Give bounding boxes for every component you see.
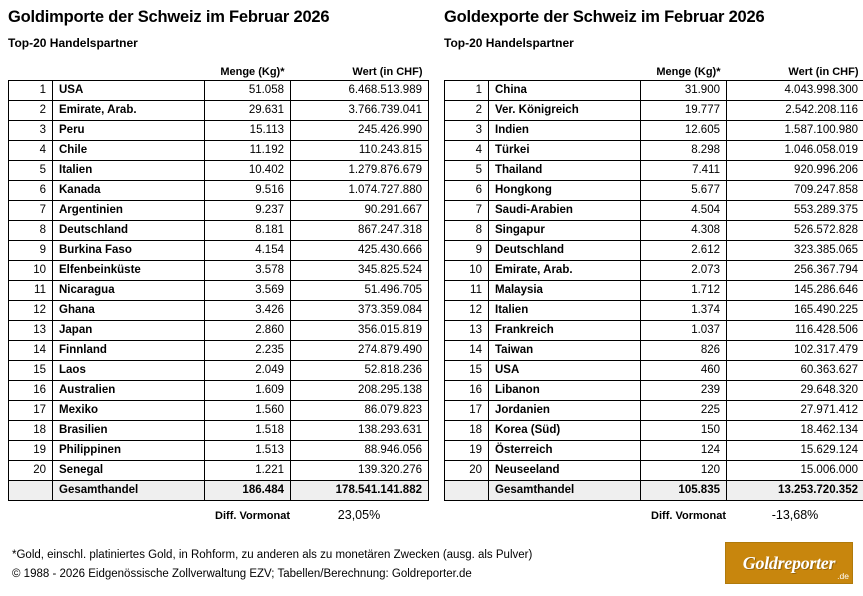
value-cell: 2.542.208.116 <box>727 101 863 121</box>
table-row <box>9 361 429 381</box>
rank-cell: 3 <box>445 121 489 141</box>
rank-cell: 16 <box>445 381 489 401</box>
table-row <box>9 221 429 241</box>
value-cell: 18.462.134 <box>727 421 863 441</box>
exports-table-body <box>445 81 863 501</box>
value-cell: 709.247.858 <box>727 181 863 201</box>
table-row <box>445 321 863 341</box>
rank-cell: 14 <box>445 341 489 361</box>
rank-cell: 17 <box>9 401 53 421</box>
table-row <box>445 141 863 161</box>
table-row <box>445 281 863 301</box>
table-row <box>445 261 863 281</box>
amount-cell: 150 <box>641 421 727 441</box>
rank-cell: 8 <box>445 221 489 241</box>
value-cell: 867.247.318 <box>291 221 429 241</box>
amount-cell: 7.411 <box>641 161 727 181</box>
table-row <box>445 301 863 321</box>
value-cell: 356.015.819 <box>291 321 429 341</box>
country-cell: Mexiko <box>53 401 205 421</box>
rank-cell: 5 <box>9 161 53 181</box>
table-row <box>445 461 863 481</box>
country-cell: Finnland <box>53 341 205 361</box>
rank-cell: 14 <box>9 341 53 361</box>
imports-table-header-row <box>9 60 429 81</box>
amount-cell: 3.569 <box>205 281 291 301</box>
goldreporter-logo <box>725 542 853 584</box>
value-cell: 51.496.705 <box>291 281 429 301</box>
country-cell: Thailand <box>489 161 641 181</box>
imports-title: Goldimporte der Schweiz im Februar 2026 <box>8 8 330 26</box>
rank-cell: 20 <box>9 461 53 481</box>
country-cell: Neuseeland <box>489 461 641 481</box>
amount-cell: 29.631 <box>205 101 291 121</box>
country-cell: Taiwan <box>489 341 641 361</box>
country-cell: Philippinen <box>53 441 205 461</box>
rank-cell: 13 <box>445 321 489 341</box>
total-amount-cell: 105.835 <box>641 481 727 501</box>
country-cell: Malaysia <box>489 281 641 301</box>
rank-cell: 13 <box>9 321 53 341</box>
table-row <box>445 341 863 361</box>
exports-header-amount: Menge (Kg)* <box>656 66 721 78</box>
country-cell: Jordanien <box>489 401 641 421</box>
value-cell: 208.295.138 <box>291 381 429 401</box>
table-row <box>9 441 429 461</box>
amount-cell: 1.513 <box>205 441 291 461</box>
imports-table <box>8 60 429 501</box>
country-cell: Libanon <box>489 381 641 401</box>
amount-cell: 8.298 <box>641 141 727 161</box>
country-cell: Frankreich <box>489 321 641 341</box>
value-cell: 15.006.000 <box>727 461 863 481</box>
amount-cell: 826 <box>641 341 727 361</box>
amount-cell: 12.605 <box>641 121 727 141</box>
country-cell: Italien <box>489 301 641 321</box>
value-cell: 345.825.524 <box>291 261 429 281</box>
value-cell: 1.587.100.980 <box>727 121 863 141</box>
country-cell: Ver. Königreich <box>489 101 641 121</box>
country-cell: Kanada <box>53 181 205 201</box>
rank-cell: 19 <box>445 441 489 461</box>
rank-cell: 10 <box>9 261 53 281</box>
imports-diff-row <box>8 508 428 522</box>
amount-cell: 1.221 <box>205 461 291 481</box>
imports-table-body <box>9 81 429 501</box>
country-cell: Nicaragua <box>53 281 205 301</box>
value-cell: 27.971.412 <box>727 401 863 421</box>
country-cell: Indien <box>489 121 641 141</box>
table-row <box>445 181 863 201</box>
table-row <box>9 421 429 441</box>
rank-cell: 19 <box>9 441 53 461</box>
imports-header-country <box>53 60 205 81</box>
value-cell: 52.818.236 <box>291 361 429 381</box>
table-row <box>445 201 863 221</box>
country-cell: Österreich <box>489 441 641 461</box>
country-cell: Korea (Süd) <box>489 421 641 441</box>
exports-title: Goldexporte der Schweiz im Februar 2026 <box>444 8 765 26</box>
value-cell: 425.430.666 <box>291 241 429 261</box>
table-row <box>9 161 429 181</box>
amount-cell: 4.154 <box>205 241 291 261</box>
exports-panel <box>444 8 863 522</box>
country-cell: USA <box>489 361 641 381</box>
amount-cell: 225 <box>641 401 727 421</box>
value-cell: 245.426.990 <box>291 121 429 141</box>
table-row <box>9 261 429 281</box>
table-row <box>445 81 863 101</box>
table-row <box>445 121 863 141</box>
value-cell: 6.468.513.989 <box>291 81 429 101</box>
value-cell: 60.363.627 <box>727 361 863 381</box>
rank-cell: 11 <box>445 281 489 301</box>
table-row <box>445 241 863 261</box>
country-cell: Hongkong <box>489 181 641 201</box>
amount-cell: 2.235 <box>205 341 291 361</box>
amount-cell: 3.426 <box>205 301 291 321</box>
amount-cell: 120 <box>641 461 727 481</box>
value-cell: 526.572.828 <box>727 221 863 241</box>
rank-cell: 12 <box>445 301 489 321</box>
imports-subtitle: Top-20 Handelspartner <box>8 36 138 50</box>
value-cell: 3.766.739.041 <box>291 101 429 121</box>
table-row <box>445 221 863 241</box>
imports-header-rank <box>9 60 53 81</box>
value-cell: 116.428.506 <box>727 321 863 341</box>
amount-cell: 9.237 <box>205 201 291 221</box>
total-value-cell: 178.541.141.882 <box>291 481 429 501</box>
table-row <box>9 381 429 401</box>
table-row <box>9 241 429 261</box>
country-cell: Deutschland <box>489 241 641 261</box>
value-cell: 86.079.823 <box>291 401 429 421</box>
rank-cell: 6 <box>9 181 53 201</box>
table-row <box>445 361 863 381</box>
rank-cell: 2 <box>445 101 489 121</box>
exports-header-rank <box>445 60 489 81</box>
exports-table-header-row <box>445 60 863 81</box>
amount-cell: 15.113 <box>205 121 291 141</box>
country-cell: Emirate, Arab. <box>489 261 641 281</box>
amount-cell: 460 <box>641 361 727 381</box>
table-row <box>9 141 429 161</box>
country-cell: USA <box>53 81 205 101</box>
country-cell: Senegal <box>53 461 205 481</box>
amount-cell: 19.777 <box>641 101 727 121</box>
value-cell: 145.286.646 <box>727 281 863 301</box>
table-row <box>9 461 429 481</box>
amount-cell: 8.181 <box>205 221 291 241</box>
total-rank-cell <box>445 481 489 501</box>
table-row <box>9 121 429 141</box>
rank-cell: 16 <box>9 381 53 401</box>
value-cell: 373.359.084 <box>291 301 429 321</box>
value-cell: 1.279.876.679 <box>291 161 429 181</box>
table-row <box>9 281 429 301</box>
value-cell: 15.629.124 <box>727 441 863 461</box>
total-rank-cell <box>9 481 53 501</box>
country-cell: Chile <box>53 141 205 161</box>
amount-cell: 124 <box>641 441 727 461</box>
rank-cell: 3 <box>9 121 53 141</box>
imports-header-value: Wert (in CHF) <box>352 66 423 78</box>
table-row <box>9 341 429 361</box>
table-row <box>9 321 429 341</box>
country-cell: Singapur <box>489 221 641 241</box>
rank-cell: 15 <box>9 361 53 381</box>
rank-cell: 11 <box>9 281 53 301</box>
table-row <box>9 401 429 421</box>
table-row <box>9 181 429 201</box>
table-row <box>445 161 863 181</box>
exports-diff-row <box>444 508 863 522</box>
table-row <box>9 101 429 121</box>
amount-cell: 1.609 <box>205 381 291 401</box>
amount-cell: 51.058 <box>205 81 291 101</box>
amount-cell: 31.900 <box>641 81 727 101</box>
rank-cell: 7 <box>9 201 53 221</box>
rank-cell: 6 <box>445 181 489 201</box>
rank-cell: 4 <box>9 141 53 161</box>
value-cell: 323.385.065 <box>727 241 863 261</box>
country-cell: Ghana <box>53 301 205 321</box>
table-row <box>445 441 863 461</box>
logo-suffix: .de <box>837 571 849 581</box>
value-cell: 1.074.727.880 <box>291 181 429 201</box>
value-cell: 920.996.206 <box>727 161 863 181</box>
value-cell: 88.946.056 <box>291 441 429 461</box>
rank-cell: 9 <box>9 241 53 261</box>
table-row <box>445 381 863 401</box>
footer-line-1: *Gold, einschl. platiniertes Gold, in Rohform, zu anderen als zu monetären Zwecken (ausg. als Pulver) <box>12 549 533 561</box>
total-amount-cell: 186.484 <box>205 481 291 501</box>
rank-cell: 10 <box>445 261 489 281</box>
country-cell: Türkei <box>489 141 641 161</box>
exports-header-country <box>489 60 641 81</box>
value-cell: 90.291.667 <box>291 201 429 221</box>
total-label-cell: Gesamthandel <box>489 481 641 501</box>
value-cell: 553.289.375 <box>727 201 863 221</box>
country-cell: Italien <box>53 161 205 181</box>
table-row <box>9 201 429 221</box>
rank-cell: 18 <box>445 421 489 441</box>
exports-diff-value: -13,68% <box>771 508 819 522</box>
amount-cell: 1.037 <box>641 321 727 341</box>
imports-header-amount: Menge (Kg)* <box>220 66 285 78</box>
imports-total-row <box>9 481 429 501</box>
country-cell: Laos <box>53 361 205 381</box>
rank-cell: 20 <box>445 461 489 481</box>
country-cell: Brasilien <box>53 421 205 441</box>
amount-cell: 239 <box>641 381 727 401</box>
value-cell: 256.367.794 <box>727 261 863 281</box>
total-label-cell: Gesamthandel <box>53 481 205 501</box>
value-cell: 165.490.225 <box>727 301 863 321</box>
rank-cell: 1 <box>9 81 53 101</box>
amount-cell: 10.402 <box>205 161 291 181</box>
rank-cell: 2 <box>9 101 53 121</box>
country-cell: Australien <box>53 381 205 401</box>
value-cell: 138.293.631 <box>291 421 429 441</box>
country-cell: Japan <box>53 321 205 341</box>
rank-cell: 15 <box>445 361 489 381</box>
imports-diff-label: Diff. Vormonat <box>215 510 290 522</box>
table-row <box>445 401 863 421</box>
exports-header-value: Wert (in CHF) <box>788 66 859 78</box>
footer-notes <box>12 546 532 584</box>
amount-cell: 1.560 <box>205 401 291 421</box>
value-cell: 139.320.276 <box>291 461 429 481</box>
country-cell: China <box>489 81 641 101</box>
imports-diff-value: 23,05% <box>337 508 381 522</box>
rank-cell: 12 <box>9 301 53 321</box>
exports-table <box>444 60 863 501</box>
amount-cell: 1.518 <box>205 421 291 441</box>
footer-line-2: © 1988 - 2026 Eidgenössische Zollverwaltung EZV; Tabellen/Berechnung: Goldreporter.de <box>12 568 472 580</box>
country-cell: Saudi-Arabien <box>489 201 641 221</box>
value-cell: 4.043.998.300 <box>727 81 863 101</box>
amount-cell: 2.860 <box>205 321 291 341</box>
amount-cell: 2.612 <box>641 241 727 261</box>
value-cell: 29.648.320 <box>727 381 863 401</box>
country-cell: Argentinien <box>53 201 205 221</box>
rank-cell: 4 <box>445 141 489 161</box>
rank-cell: 1 <box>445 81 489 101</box>
amount-cell: 1.712 <box>641 281 727 301</box>
country-cell: Emirate, Arab. <box>53 101 205 121</box>
exports-total-row <box>445 481 863 501</box>
rank-cell: 9 <box>445 241 489 261</box>
country-cell: Peru <box>53 121 205 141</box>
country-cell: Elfenbeinküste <box>53 261 205 281</box>
table-row <box>445 101 863 121</box>
country-cell: Burkina Faso <box>53 241 205 261</box>
amount-cell: 9.516 <box>205 181 291 201</box>
amount-cell: 3.578 <box>205 261 291 281</box>
amount-cell: 1.374 <box>641 301 727 321</box>
amount-cell: 2.073 <box>641 261 727 281</box>
rank-cell: 8 <box>9 221 53 241</box>
value-cell: 1.046.058.019 <box>727 141 863 161</box>
imports-panel <box>8 8 428 522</box>
total-value-cell: 13.253.720.352 <box>727 481 863 501</box>
amount-cell: 5.677 <box>641 181 727 201</box>
country-cell: Deutschland <box>53 221 205 241</box>
table-row <box>9 301 429 321</box>
table-row <box>9 81 429 101</box>
rank-cell: 17 <box>445 401 489 421</box>
amount-cell: 4.504 <box>641 201 727 221</box>
value-cell: 110.243.815 <box>291 141 429 161</box>
exports-subtitle: Top-20 Handelspartner <box>444 36 574 50</box>
value-cell: 274.879.490 <box>291 341 429 361</box>
amount-cell: 2.049 <box>205 361 291 381</box>
rank-cell: 7 <box>445 201 489 221</box>
logo-text: Goldreporter <box>742 552 836 573</box>
table-row <box>445 421 863 441</box>
exports-diff-label: Diff. Vormonat <box>651 510 726 522</box>
amount-cell: 4.308 <box>641 221 727 241</box>
rank-cell: 5 <box>445 161 489 181</box>
amount-cell: 11.192 <box>205 141 291 161</box>
value-cell: 102.317.479 <box>727 341 863 361</box>
rank-cell: 18 <box>9 421 53 441</box>
